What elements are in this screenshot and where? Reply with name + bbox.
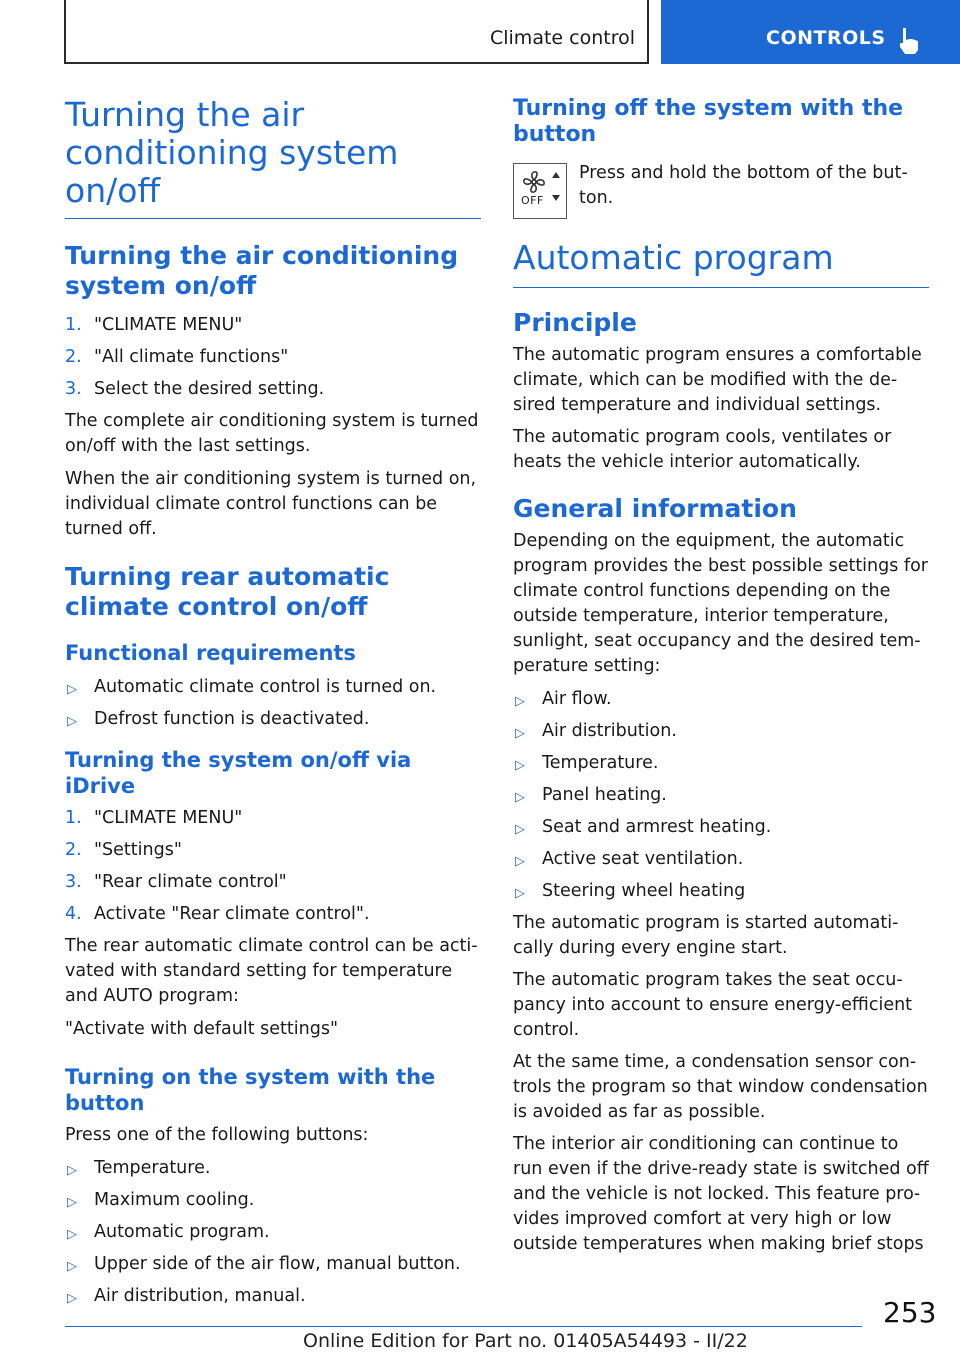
list-item-text: Seat and armrest heating. bbox=[542, 817, 772, 837]
list-item bbox=[65, 1188, 481, 1213]
subheading-principle: Principle bbox=[513, 308, 637, 337]
left-column bbox=[65, 96, 481, 1316]
list-item-text: Air distribution, manual. bbox=[94, 1286, 306, 1306]
triangle-bullet-icon: ▷ bbox=[67, 1195, 77, 1210]
list-item bbox=[513, 783, 929, 808]
list-item-text: Defrost function is deactivated. bbox=[94, 709, 370, 729]
step-number: 2. bbox=[65, 347, 82, 367]
list-item-text: Upper side of the air flow, manual button. bbox=[94, 1254, 461, 1274]
list-item-text: Automatic climate control is turned on. bbox=[94, 677, 437, 697]
paragraph: The automatic program takes the seat occupancy into account to ensure energy-efficient control. bbox=[513, 970, 913, 1040]
section-heading-block bbox=[513, 239, 929, 288]
triangle-bullet-icon: ▷ bbox=[67, 1291, 77, 1306]
list-item bbox=[65, 1156, 481, 1181]
header-section-title: Climate control bbox=[489, 27, 635, 49]
list-item bbox=[65, 902, 481, 927]
step-text: Select the desired setting. bbox=[94, 379, 325, 399]
list-item bbox=[513, 815, 929, 840]
right-column bbox=[513, 96, 929, 1257]
step-number: 2. bbox=[65, 840, 82, 860]
footer-divider bbox=[65, 1326, 862, 1327]
list-item bbox=[513, 719, 929, 744]
step-number: 1. bbox=[65, 808, 82, 828]
list-item bbox=[65, 707, 481, 732]
step-number: 3. bbox=[65, 872, 82, 892]
list-item bbox=[65, 806, 481, 831]
paragraph: The automatic program is started automatically during every engine start. bbox=[513, 913, 899, 958]
list-item bbox=[65, 675, 481, 700]
list-item-text: Steering wheel heating bbox=[542, 881, 746, 901]
step-text: "CLIMATE MENU" bbox=[94, 315, 243, 335]
footer-edition: Online Edition for Part no. 01405A54493 - II/22 bbox=[303, 1330, 748, 1352]
triangle-bullet-icon: ▷ bbox=[515, 886, 525, 901]
list-item bbox=[65, 377, 481, 402]
triangle-bullet-icon: ▷ bbox=[515, 726, 525, 741]
paragraph: The automatic program ensures a comfortable climate, which can be modified with the desired temperature and individual settings. bbox=[513, 345, 922, 415]
off-button-block bbox=[513, 163, 929, 239]
list-item bbox=[65, 1220, 481, 1245]
step-text: "All climate functions" bbox=[94, 347, 289, 367]
triangle-bullet-icon: ▷ bbox=[67, 682, 77, 697]
triangle-bullet-icon: ▷ bbox=[515, 790, 525, 805]
buttons-list bbox=[65, 1156, 481, 1309]
subheading-functional-requirements: Functional requirements bbox=[65, 641, 356, 665]
off-label: OFF bbox=[521, 194, 544, 207]
step-number: 4. bbox=[65, 904, 82, 924]
triangle-bullet-icon: ▷ bbox=[515, 822, 525, 837]
paragraph: The interior air conditioning can continue to run even if the drive-ready state is switched off and the vehicle is not locked. This feature provides improved comfort at very high or low outside temperatures when making brief stops bbox=[513, 1134, 929, 1254]
list-item bbox=[65, 1252, 481, 1277]
paragraph: The rear automatic climate control can be activated with standard setting for temperature and AUTO program: bbox=[65, 936, 478, 1006]
pointing-hand-icon bbox=[897, 26, 921, 56]
paragraph: "Activate with default settings" bbox=[65, 1019, 338, 1039]
header-chapter-title: CONTROLS bbox=[766, 27, 886, 49]
triangle-bullet-icon: ▷ bbox=[67, 1227, 77, 1242]
list-item bbox=[65, 345, 481, 370]
requirements-list bbox=[65, 675, 481, 732]
triangle-bullet-icon: ▷ bbox=[515, 758, 525, 773]
list-item bbox=[513, 879, 929, 904]
list-item bbox=[513, 847, 929, 872]
steps-list-1 bbox=[65, 313, 481, 402]
list-item bbox=[65, 313, 481, 338]
list-item-text: Air flow. bbox=[542, 689, 612, 709]
subheading-rear-climate: Turning rear automatic climate control on/off bbox=[65, 562, 390, 621]
triangle-bullet-icon: ▷ bbox=[515, 854, 525, 869]
paragraph: Press one of the following buttons: bbox=[65, 1125, 369, 1145]
subheading-general-information: General information bbox=[513, 494, 797, 523]
list-item-text: Temperature. bbox=[542, 753, 659, 773]
paragraph: At the same time, a condensation sensor controls the program so that window condensation is avoided as far as possible. bbox=[513, 1052, 928, 1122]
step-text: "Rear climate control" bbox=[94, 872, 287, 892]
steps-list-2 bbox=[65, 806, 481, 927]
list-item bbox=[513, 751, 929, 776]
section-heading-automatic-program: Automatic program bbox=[513, 238, 834, 277]
list-item-text: Maximum cooling. bbox=[94, 1190, 255, 1210]
paragraph: Press and hold the bottom of the button. bbox=[579, 163, 908, 208]
triangle-bullet-icon: ▷ bbox=[67, 1163, 77, 1178]
subheading-ac-on-off: Turning the air conditioning system on/off bbox=[65, 241, 459, 300]
list-item bbox=[65, 1284, 481, 1309]
section-heading: Turning the air conditioning system on/off bbox=[65, 95, 399, 210]
paragraph: The automatic program cools, ventilates or heats the vehicle interior automatically. bbox=[513, 427, 892, 472]
section-heading-block bbox=[65, 96, 481, 219]
step-number: 1. bbox=[65, 315, 82, 335]
settings-list bbox=[513, 687, 929, 904]
list-item-text: Automatic program. bbox=[94, 1222, 270, 1242]
subheading-button-off: Turning off the system with the button bbox=[513, 96, 904, 147]
step-text: "Settings" bbox=[94, 840, 182, 860]
subheading-idrive: Turning the system on/off via iDrive bbox=[65, 748, 412, 798]
subheading-button-on: Turning on the system with the button bbox=[65, 1065, 436, 1115]
fan-icon bbox=[514, 164, 566, 218]
paragraph: The complete air conditioning system is turned on/off with the last settings. bbox=[65, 411, 479, 456]
triangle-bullet-icon: ▷ bbox=[67, 714, 77, 729]
list-item bbox=[65, 838, 481, 863]
list-item-text: Air distribution. bbox=[542, 721, 677, 741]
list-item-text: Panel heating. bbox=[542, 785, 667, 805]
step-text: Activate "Rear climate control". bbox=[94, 904, 370, 924]
page-number: 253 bbox=[883, 1296, 937, 1329]
list-item bbox=[65, 870, 481, 895]
paragraph: Depending on the equipment, the automatic program provides the best possible settings for climate control functions depending on the outside temperature, interior temperature, sunlight, seat occupancy and the desired temperature setting: bbox=[513, 531, 928, 676]
step-number: 3. bbox=[65, 379, 82, 399]
paragraph: When the air conditioning system is turned on, individual climate control functions can be turned off. bbox=[65, 469, 477, 539]
list-item-text: Active seat ventilation. bbox=[542, 849, 744, 869]
triangle-bullet-icon: ▷ bbox=[67, 1259, 77, 1274]
list-item-text: Temperature. bbox=[94, 1158, 211, 1178]
list-item bbox=[513, 687, 929, 712]
header-chapter-box bbox=[661, 0, 960, 64]
step-text: "CLIMATE MENU" bbox=[94, 808, 243, 828]
triangle-bullet-icon: ▷ bbox=[515, 694, 525, 709]
fan-off-button-icon bbox=[513, 163, 567, 219]
header-section-box bbox=[64, 0, 649, 64]
